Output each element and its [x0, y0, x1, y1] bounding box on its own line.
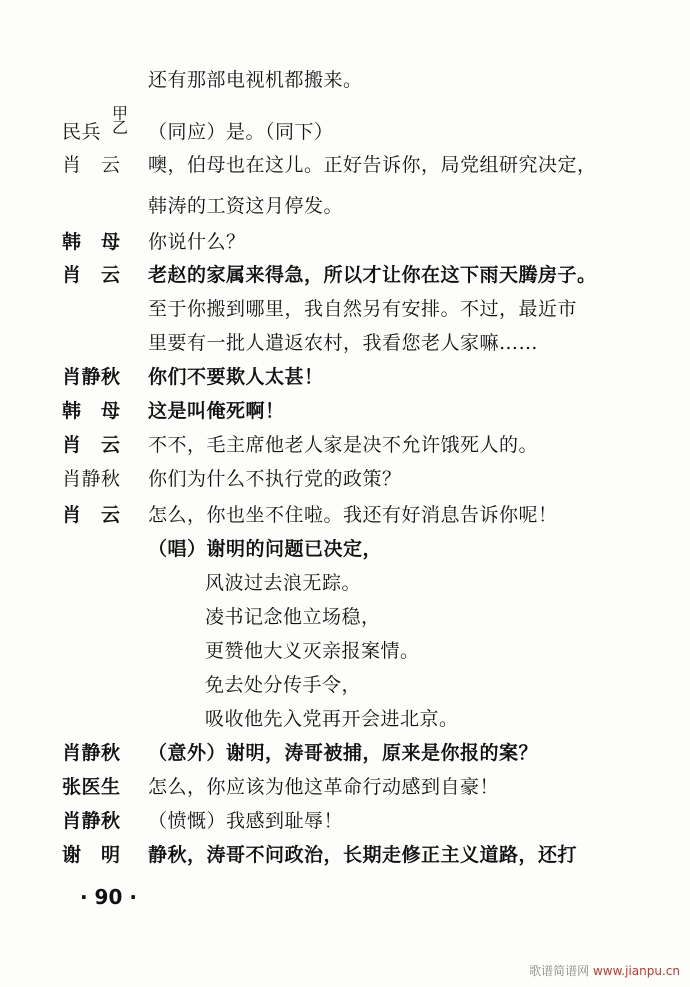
speaker-label: 肖静秋 — [62, 468, 121, 490]
dialogue-continuation: 里要有一批人遣返农村，我看您老人家嘛…… — [148, 332, 539, 354]
dialogue-text: 这是叫俺死啊！ — [148, 400, 285, 422]
dialogue-text: （愤慨）我感到耻辱！ — [148, 810, 344, 832]
dialogue-text: （意外）谢明，涛哥被捕，原来是你报的案？ — [148, 742, 539, 764]
song-line: （唱）谢明的问题已决定， — [148, 538, 383, 560]
dialogue-text: 老赵的家属来得急，所以才让你在这下雨天腾房子。 — [148, 264, 597, 286]
speaker-label: 肖 云 — [62, 434, 121, 456]
song-verse: 免去处分传手令， — [205, 674, 362, 696]
speaker-label: 张医生 — [62, 776, 121, 798]
speaker-label: 肖 云 — [62, 264, 121, 286]
speaker-label: 韩 母 — [62, 400, 121, 422]
speaker-label: 民兵 — [62, 121, 102, 143]
speaker-label: 肖静秋 — [62, 366, 121, 388]
dialogue-text: 你说什么？ — [148, 231, 246, 253]
page-number: · 90 · — [80, 885, 137, 909]
dialogue-text: 你们不要欺人太甚！ — [148, 366, 324, 388]
speaker-label: 肖静秋 — [62, 810, 121, 832]
song-verse: 更赞他大义灭亲报案情。 — [205, 640, 420, 662]
dialogue-continuation: 还有那部电视机都搬来。 — [148, 69, 363, 91]
song-verse: 吸收他先入党再开会进北京。 — [205, 708, 459, 730]
speaker-label: 肖 云 — [62, 154, 121, 176]
song-verse: 凌书记念他立场稳， — [205, 606, 381, 628]
dialogue-text: 噢，伯母也在这儿。正好告诉你，局党组研究决定， — [148, 154, 597, 176]
dialogue-text: 不不，毛主席他老人家是决不允许饿死人的。 — [148, 434, 539, 456]
song-verse: 风波过去浪无踪。 — [205, 572, 362, 594]
watermark-site: 歌谱简谱网 — [529, 964, 590, 978]
dialogue-text: 怎么，你也坐不住啦。我还有好消息告诉你呢！ — [148, 504, 558, 526]
speaker-role-jia: 甲 — [111, 104, 128, 123]
speaker-label: 谢 明 — [62, 844, 121, 866]
dialogue-text: 怎么，你应该为他这革命行动感到自豪！ — [148, 776, 500, 798]
dialogue-continuation: 至于你搬到哪里，我自然另有安排。不过，最近市 — [148, 298, 578, 320]
speaker-role-yi: 乙 — [111, 118, 128, 137]
watermark-url: www.jianpu.cn — [592, 964, 680, 978]
speaker-label: 韩 母 — [62, 231, 121, 253]
dialogue-continuation: 韩涛的工资这月停发。 — [148, 195, 344, 217]
speaker-role-stack — [110, 104, 130, 137]
dialogue-text: 静秋，涛哥不问政治，长期走修正主义道路，还打 — [148, 844, 578, 866]
speaker-label: 肖静秋 — [62, 742, 121, 764]
watermark — [529, 962, 680, 979]
dialogue-text: 你们为什么不执行党的政策？ — [148, 468, 402, 490]
dialogue-text: （同应）是。（同下） — [148, 121, 334, 143]
speaker-label: 肖 云 — [62, 504, 121, 526]
